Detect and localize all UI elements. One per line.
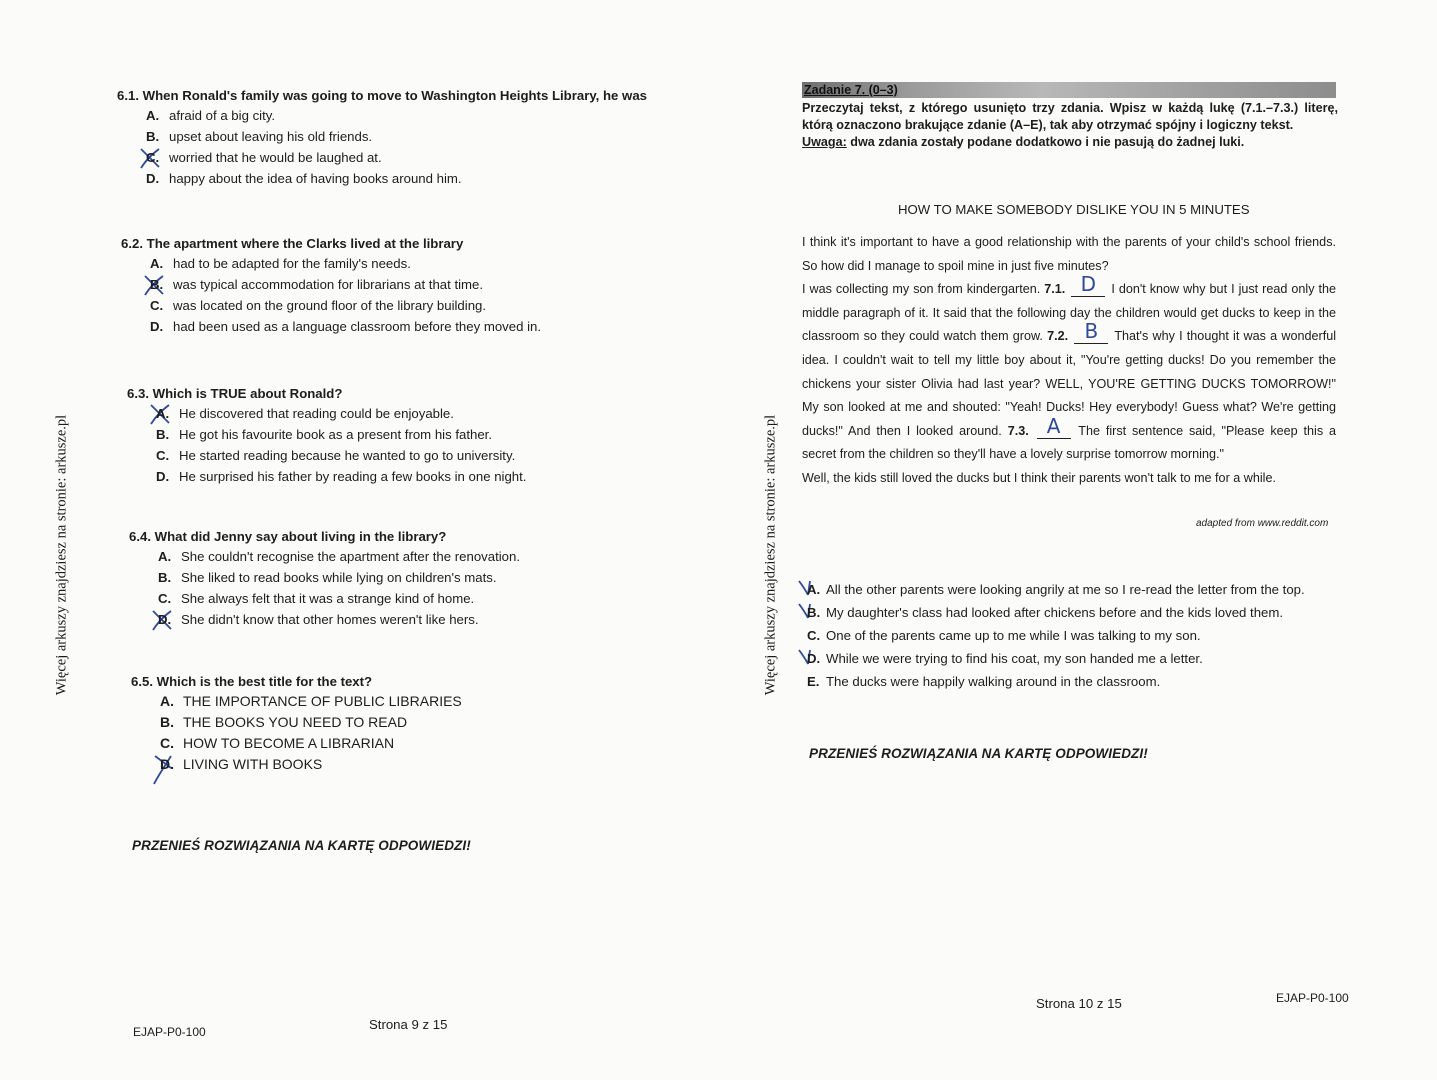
sentence-b[interactable]: B. My daughter's class had looked after chickens before and the kids loved them. <box>804 605 1305 620</box>
task-label: Zadanie 7. (0–3) <box>804 83 898 97</box>
question-text: Which is the best title for the text? <box>156 674 373 689</box>
handwritten-answer: A <box>1046 413 1061 438</box>
source-note: adapted from www.reddit.com <box>1196 518 1329 529</box>
option-c[interactable]: C. was located on the ground floor of the library building. <box>150 298 487 313</box>
option-c[interactable]: C. He started reading because he wanted to go to university. <box>156 448 516 463</box>
option-a[interactable]: A. He discovered that reading could be enjoyable. <box>153 406 526 421</box>
question-number: 6.5. <box>131 674 153 689</box>
handwritten-answer: D <box>1080 272 1096 297</box>
article-title: HOW TO MAKE SOMEBODY DISLIKE YOU IN 5 MINUTES <box>898 202 1250 217</box>
option-a[interactable]: A. afraid of a big city. <box>146 108 276 123</box>
transfer-answers-note: PRZENIEŚ ROZWIĄZANIA NA KARTĘ ODPOWIEDZI! <box>132 838 471 853</box>
option-c[interactable]: C. worried that he would be laughed at. <box>143 150 647 165</box>
gap-7-2-input[interactable] <box>1074 319 1108 344</box>
option-b[interactable]: B. She liked to read books while lying on children's mats. <box>158 570 497 585</box>
question-number: 6.2. <box>121 236 143 251</box>
option-c[interactable]: C. HOW TO BECOME A LIBRARIAN <box>160 735 395 751</box>
question-text: What did Jenny say about living in the library? <box>154 529 447 544</box>
gap-label: 7.2. <box>1047 329 1069 344</box>
question-number: 6.3. <box>127 386 149 401</box>
exam-code: EJAP-P0-100 <box>133 1025 206 1039</box>
option-a[interactable]: A. THE IMPORTANCE OF PUBLIC LIBRARIES <box>160 693 462 709</box>
option-d[interactable]: D. LIVING WITH BOOKS <box>157 757 462 772</box>
missing-sentences-list <box>804 582 1305 697</box>
option-a[interactable]: A. had to be adapted for the family's needs. <box>150 256 411 271</box>
question-text: Which is TRUE about Ronald? <box>152 386 343 401</box>
note-label: Uwaga: <box>802 135 847 149</box>
sentence-c[interactable]: C. One of the parents came up to me while I was talking to my son. <box>807 628 1201 643</box>
page-9 <box>0 0 718 1080</box>
side-note: Więcej arkuszy znajdziesz na stronie: arkusze.pl <box>762 414 779 696</box>
sentence-e[interactable]: E. The ducks were happily walking around in the classroom. <box>807 674 1161 689</box>
page-10 <box>718 0 1437 1080</box>
article-text: I think it's important to have a good relationship with the parents of your child's school friends. So how did I manage to spoil mine in just five minutes? I was collecting my son from kindergarten. 7.1. D I don't know why but I just read only the middle paragraph of it. It said that the following day the children would get ducks to keep in the classroom so they could watch them grow. 7.2. B That's why I thought it was a wonderful idea. I couldn't wait to tell my little boy about it, "You're getting ducks! Do you remember the chickens your sister Olivia had last year? WELL, YOU'RE GETTING DUCKS TOMORROW!" My son looked at me and shouted: "Yeah! Ducks! Hey everybody! Guess what? We're getting ducks!" And then I looked around. 7.3. A The first sentence said, "Please keep this a secret from the children so they'll have a lovely surprise tomorrow morning." Well, the kids still loved the ducks but I think their parents won't talk to me for a while. <box>802 235 1337 485</box>
transfer-answers-note: PRZENIEŚ ROZWIĄZANIA NA KARTĘ ODPOWIEDZI! <box>809 746 1148 761</box>
option-d[interactable]: D. She didn't know that other homes weren't like hers. <box>155 612 520 627</box>
option-b[interactable]: B. upset about leaving his old friends. <box>146 129 373 144</box>
page-number: Strona 9 z 15 <box>369 1017 448 1032</box>
option-d[interactable]: D. had been used as a language classroom before they moved in. <box>150 319 542 334</box>
option-a[interactable]: A. She couldn't recognise the apartment after the renovation. <box>158 549 521 564</box>
option-b[interactable]: B. He got his favourite book as a present from his father. <box>156 427 493 442</box>
question-6-2 <box>121 236 541 340</box>
question-number: 6.1. <box>117 88 139 103</box>
page-number: Strona 10 z 15 <box>1036 996 1122 1011</box>
question-6-5 <box>131 674 462 778</box>
option-b[interactable]: B. was typical accommodation for librarians at that time. <box>147 277 541 292</box>
sentence-a[interactable]: A. All the other parents were looking angrily at me so I re-read the letter from the top. <box>804 582 1305 597</box>
handwritten-answer: B <box>1084 319 1099 344</box>
side-note: Więcej arkuszy znajdziesz na stronie: arkusze.pl <box>53 414 70 696</box>
gap-7-3-input[interactable] <box>1037 413 1071 439</box>
question-6-4 <box>129 529 520 633</box>
gap-label: 7.1. <box>1044 282 1066 297</box>
question-text: When Ronald's family was going to move to Washington Heights Library, he was <box>142 88 647 103</box>
gap-7-1-input[interactable] <box>1071 272 1105 297</box>
task-header-bar <box>802 82 1336 98</box>
question-number: 6.4. <box>129 529 151 544</box>
option-d[interactable]: D. He surprised his father by reading a few books in one night. <box>156 469 527 484</box>
task-instructions: Przeczytaj tekst, z którego usunięto trzy zdania. Wpisz w każdą lukę (7.1.–7.3.) literę, którą oznaczono brakujące zdanie (A–E), tak aby otrzymać spójny i logiczny tekst. Uwaga: dwa zdania zostały podane dodatkowo i nie pasują do żadnej luki. <box>802 101 1338 149</box>
option-b[interactable]: B. THE BOOKS YOU NEED TO READ <box>160 714 408 730</box>
option-c[interactable]: C. She always felt that it was a strange kind of home. <box>158 591 475 606</box>
gap-label: 7.3. <box>1007 423 1029 438</box>
question-6-1 <box>117 88 647 192</box>
question-text: The apartment where the Clarks lived at the library <box>146 236 464 251</box>
question-6-3 <box>127 386 526 490</box>
sentence-d[interactable]: D. While we were trying to find his coat, my son handed me a letter. <box>804 651 1305 666</box>
option-d[interactable]: D. happy about the idea of having books around him. <box>146 171 462 186</box>
exam-code: EJAP-P0-100 <box>1276 991 1349 1005</box>
